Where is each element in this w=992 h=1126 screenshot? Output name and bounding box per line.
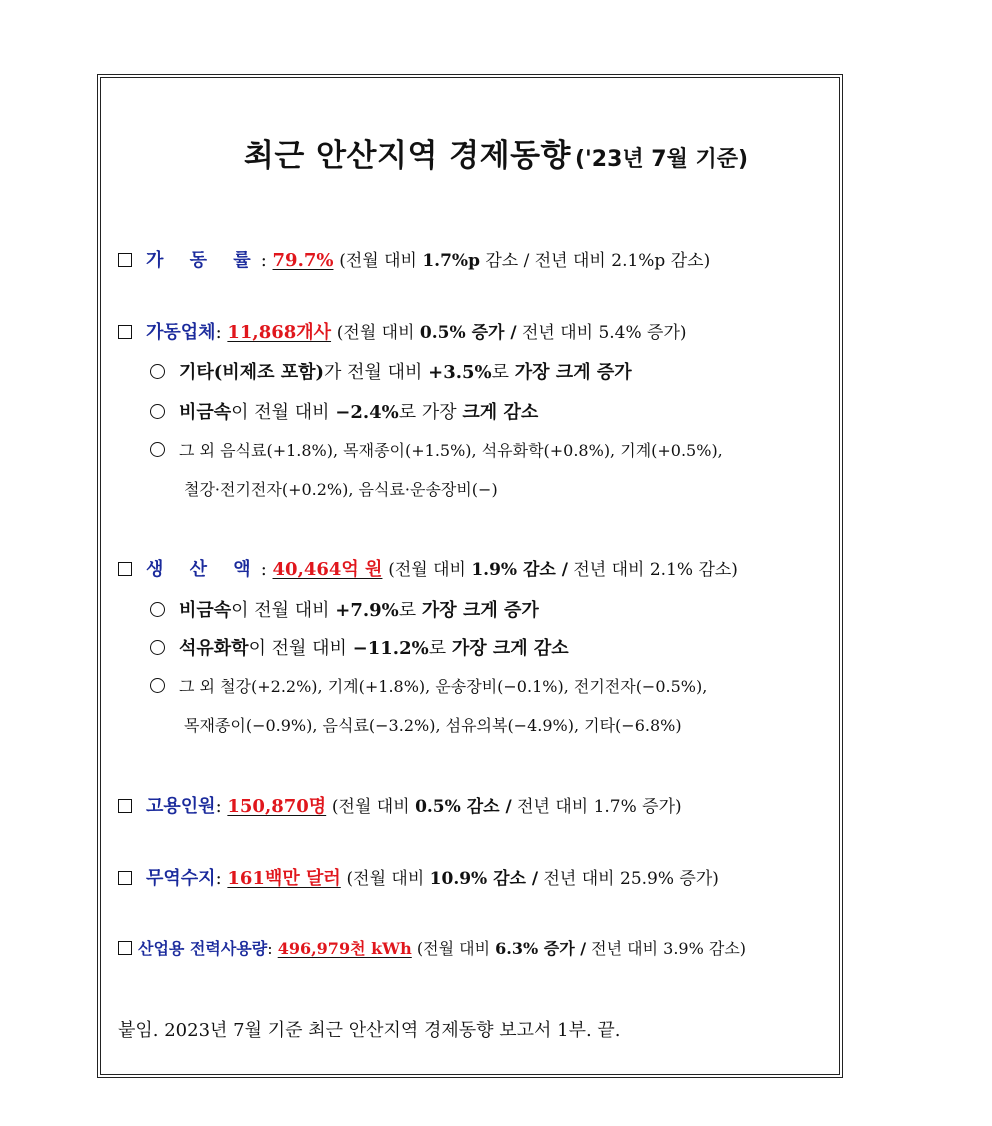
companies-others <box>150 438 723 461</box>
item-part: +3.5% <box>428 362 492 383</box>
companies-detail-a: (전월 대비 <box>336 323 420 343</box>
checkbox-square-icon <box>118 799 132 813</box>
item-part: 이 전월 대비 <box>231 402 336 423</box>
production-line <box>118 555 738 581</box>
companies-detail-c: 전년 대비 5.4% 증가) <box>516 323 687 343</box>
employment-label: 고용인원 <box>146 796 216 817</box>
companies-label: 가동업체 <box>146 322 216 343</box>
item-part: 크게 감소 <box>462 402 539 423</box>
item-part: 가장 크게 증가 <box>514 362 632 383</box>
circle-bullet-icon <box>150 404 165 419</box>
employment-detail-a: (전월 대비 <box>331 797 416 817</box>
employment-value: 150,870명 <box>227 796 327 817</box>
utilization-colon: : <box>260 250 267 271</box>
power-colon: : <box>267 939 273 958</box>
item-part: +7.9% <box>335 600 399 621</box>
utilization-line <box>118 246 710 272</box>
title-sub: ('23년 7월 기준) <box>574 147 749 172</box>
attachment-note: 붙임. 2023년 7월 기준 최근 안산지역 경제동향 보고서 1부. 끝. <box>118 1020 621 1041</box>
power-detail-b: 6.3% 증가 / <box>495 939 587 958</box>
item-part: 기타(비제조 포함) <box>179 362 325 383</box>
power-line <box>118 936 746 959</box>
companies-value: 11,868개사 <box>227 322 332 343</box>
item-part: 로 <box>428 638 452 659</box>
trade-label: 무역수지 <box>146 868 216 889</box>
production-item-1 <box>150 596 539 622</box>
production-label: 생 산 액 <box>146 559 261 580</box>
power-value: 496,979천 kWh <box>277 939 412 958</box>
others-line-2: 목재종이(−0.9%), 음식료(−3.2%), 섬유의복(−4.9%), 기타(−6.8%) <box>184 716 682 735</box>
production-others-cont <box>184 713 682 736</box>
checkbox-square-icon <box>118 562 132 576</box>
employment-colon: : <box>215 796 222 817</box>
trade-value: 161백만 달러 <box>227 868 341 889</box>
item-part: 비금속 <box>179 402 232 423</box>
companies-line <box>118 318 687 344</box>
power-detail-c: 전년 대비 3.9% 감소) <box>586 939 747 958</box>
utilization-value: 79.7% <box>272 250 334 271</box>
item-part: −2.4% <box>335 402 399 423</box>
circle-bullet-icon <box>150 442 165 457</box>
circle-bullet-icon <box>150 678 165 693</box>
item-part: 가장 크게 증가 <box>421 600 539 621</box>
item-part: 이 전월 대비 <box>248 638 353 659</box>
power-label: 산업용 전력사용량 <box>138 939 268 958</box>
employment-detail-b: 0.5% 감소 / <box>415 797 512 817</box>
item-part: −11.2% <box>352 638 429 659</box>
production-item-2 <box>150 634 569 660</box>
trade-detail-a: (전월 대비 <box>346 869 430 889</box>
trade-detail-c: 전년 대비 25.9% 증가) <box>538 869 719 889</box>
utilization-detail-b: 1.7%p <box>422 251 480 271</box>
employment-line <box>118 792 682 818</box>
trade-line <box>118 864 719 890</box>
trade-detail-b: 10.9% 감소 / <box>429 869 539 889</box>
power-detail-a: (전월 대비 <box>416 939 496 958</box>
circle-bullet-icon <box>150 602 165 617</box>
companies-item-2 <box>150 398 538 424</box>
companies-others-cont <box>184 477 498 500</box>
document-title <box>0 130 992 175</box>
title-main: 최근 안산지역 경제동향 <box>243 138 571 174</box>
circle-bullet-icon <box>150 640 165 655</box>
item-part: 이 전월 대비 <box>231 600 336 621</box>
item-part: 로 가장 <box>398 402 463 423</box>
utilization-detail-c: 감소 / 전년 대비 2.1%p 감소) <box>479 251 711 271</box>
checkbox-square-icon <box>118 325 132 339</box>
production-value: 40,464억 원 <box>272 559 383 580</box>
production-detail-a: (전월 대비 <box>388 560 472 580</box>
companies-detail-b: 0.5% 증가 / <box>419 323 517 343</box>
item-part: 가 전월 대비 <box>324 362 429 383</box>
trade-colon: : <box>215 868 222 889</box>
others-line-1: 그 외 철강(+2.2%), 기계(+1.8%), 운송장비(−0.1%), 전기전자(−0.5%), <box>179 677 708 696</box>
circle-bullet-icon <box>150 364 165 379</box>
utilization-label: 가 동 률 <box>146 250 261 271</box>
production-detail-b: 1.9% 감소 / <box>471 560 568 580</box>
others-line-2: 철강·전기전자(+0.2%), 음식료·운송장비(−) <box>184 480 498 499</box>
companies-colon: : <box>215 322 222 343</box>
item-part: 가장 크게 감소 <box>451 638 569 659</box>
checkbox-square-icon <box>118 941 132 955</box>
production-others <box>150 674 707 697</box>
item-part: 석유화학 <box>179 638 249 659</box>
checkbox-square-icon <box>118 871 132 885</box>
item-part: 로 <box>491 362 515 383</box>
production-detail-c: 전년 대비 2.1% 감소) <box>567 560 738 580</box>
item-part: 비금속 <box>179 600 232 621</box>
item-part: 로 <box>398 600 422 621</box>
employment-detail-c: 전년 대비 1.7% 증가) <box>511 797 682 817</box>
production-colon: : <box>260 559 267 580</box>
checkbox-square-icon <box>118 253 132 267</box>
utilization-detail-a: (전월 대비 <box>339 251 423 271</box>
others-line-1: 그 외 음식료(+1.8%), 목재종이(+1.5%), 석유화학(+0.8%), 기계(+0.5%), <box>179 441 723 460</box>
companies-item-1 <box>150 358 632 384</box>
